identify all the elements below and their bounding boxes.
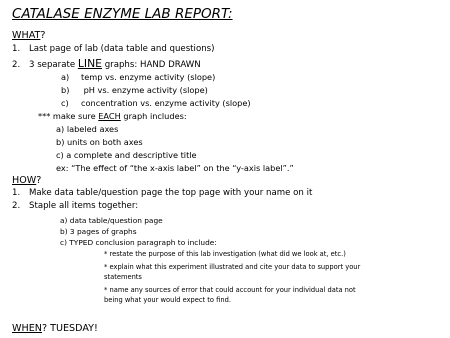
- graph-item-b: b) pH vs. enzyme activity (slope): [61, 85, 208, 95]
- staple-item-b: b) 3 pages of graphs: [60, 227, 137, 236]
- how-heading-line: [12, 176, 41, 186]
- what-item-2: 2. 3 separate LINE graphs: HAND DRAWN: [12, 57, 201, 70]
- what-item-1-text: Last page of lab (data table and questions): [29, 44, 215, 54]
- how-item-1: 1. Make data table/question page the top page with your name on it: [12, 188, 313, 198]
- staple-item-c: c) TYPED conclusion paragraph to include:: [60, 238, 217, 247]
- what-heading-line: [12, 31, 45, 41]
- when-answer: ? TUESDAY!: [41, 323, 98, 334]
- how-question-mark: ?: [36, 175, 42, 186]
- conclusion-bullet-2-cont: statements: [104, 273, 142, 281]
- what-heading: WHAT: [12, 30, 41, 41]
- page-title: CATALASE ENZYME LAB REPORT:: [12, 6, 233, 22]
- include-item-a: a) labeled axes: [56, 124, 119, 134]
- how-heading: HOW: [12, 175, 37, 186]
- conclusion-bullet-3: * name any sources of error that could account for your individual data not: [104, 286, 356, 294]
- each-graph-note: *** make sure EACH graph includes:: [38, 111, 187, 121]
- conclusion-bullet-2: * explain what this experiment illustrated and cite your data to support your: [104, 263, 361, 271]
- graph-item-a: a) temp vs. enzyme activity (slope): [61, 72, 216, 82]
- when-line: [12, 324, 98, 334]
- include-item-c: c) a complete and descriptive title: [56, 150, 197, 160]
- staple-item-a: a) data table/question page: [60, 216, 163, 225]
- what-question-mark: ?: [40, 30, 46, 41]
- include-item-b: b) units on both axes: [56, 137, 143, 147]
- graph-item-c: c) concentration vs. enzyme activity (slope): [61, 98, 251, 108]
- when-heading: WHEN: [12, 323, 42, 334]
- conclusion-bullet-3-cont: being what your would expect to find.: [104, 296, 231, 304]
- each-emphasis: EACH: [98, 111, 121, 121]
- include-example: ex: “The effect of “the x-axis label” on the “y-axis label”.”: [56, 163, 294, 173]
- how-item-2: 2. Staple all items together:: [12, 201, 139, 211]
- line-emphasis: LINE: [77, 57, 102, 70]
- what-item-1: 1. Last page of lab (data table and questions): [12, 44, 215, 54]
- conclusion-bullet-1: * restate the purpose of this lab investigation (what did we look at, etc.): [104, 250, 346, 258]
